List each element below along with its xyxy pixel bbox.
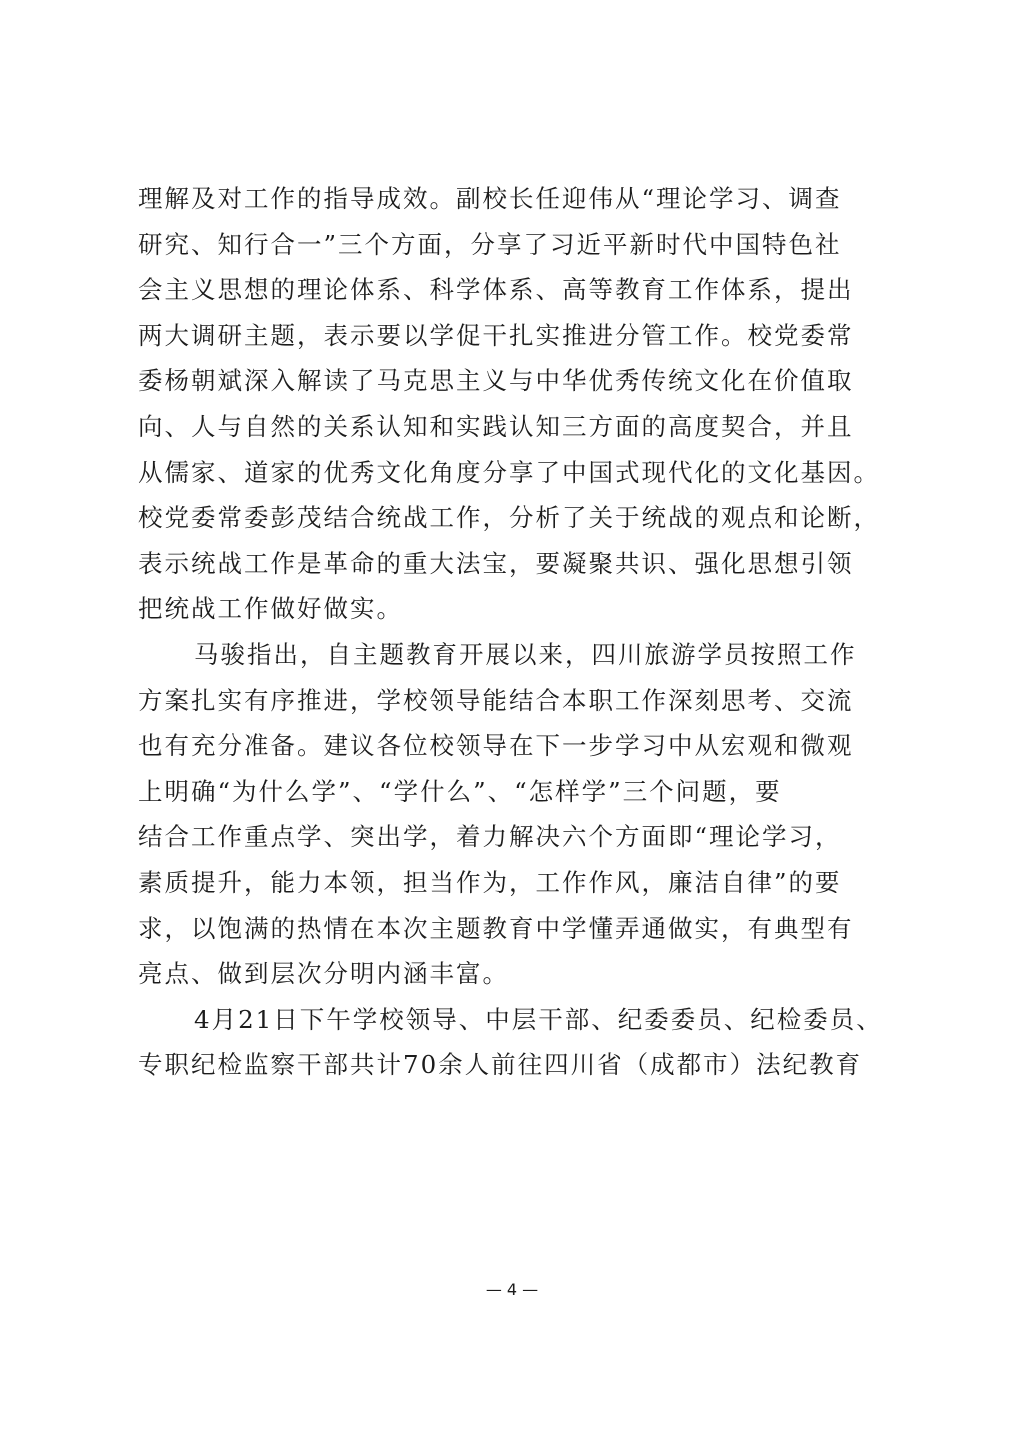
- text-line: 向、人与自然的关系认知和实践认知三方面的高度契合，并且: [138, 411, 854, 441]
- text-line: 校党委常委彭茂结合统战工作，分析了关于统战的观点和论断，: [138, 503, 880, 533]
- text-line: 也有充分准备。建议各位校领导在下一步学习中从宏观和微观: [138, 731, 854, 761]
- text-line: 求，以饱满的热情在本次主题教育中学懂弄通做实，有典型有: [138, 913, 854, 943]
- text-line: 会主义思想的理论体系、科学体系、高等教育工作体系，提出: [138, 275, 854, 305]
- text-line: 方案扎实有序推进，学校领导能结合本职工作深刻思考、交流: [138, 685, 854, 715]
- page-number: — 4 —: [485, 1280, 539, 1299]
- paragraph-first-line: 马骏指出，自主题教育开展以来，四川旅游学员按照工作: [194, 639, 857, 669]
- text-line: 专职纪检监察干部共计70余人前往四川省（成都市）法纪教育: [138, 1050, 863, 1080]
- text-line: 委杨朝斌深入解读了马克思主义与中华优秀传统文化在价值取: [138, 366, 854, 396]
- text-line: 从儒家、道家的优秀文化角度分享了中国式现代化的文化基因。: [138, 457, 880, 487]
- paragraph-first-line: 4月21日下午学校领导、中层干部、纪委委员、纪检委员、: [194, 1004, 883, 1034]
- text-line: 表示统战工作是革命的重大法宝，要凝聚共识、强化思想引领: [138, 548, 854, 578]
- text-line: 亮点、做到层次分明内涵丰富。: [138, 959, 509, 989]
- text-line: 理解及对工作的指导成效。副校长任迎伟从“理论学习、调查: [138, 184, 842, 213]
- text-line: 把统战工作做好做实。: [138, 594, 403, 624]
- body-text: [138, 176, 898, 1088]
- text-line: 素质提升，能力本领，担当作为，工作作风，廉洁自律”的要: [138, 867, 842, 897]
- text-line: 两大调研主题，表示要以学促干扎实推进分管工作。校党委常: [138, 320, 854, 350]
- text-line: 研究、知行合一”三个方面，分享了习近平新时代中国特色社: [138, 229, 842, 259]
- text-line: 上明确“为什么学”、“学什么”、“怎样学”三个问题，要: [138, 776, 782, 806]
- text-line: 结合工作重点学、突出学，着力解决六个方面即“理论学习，: [138, 822, 842, 852]
